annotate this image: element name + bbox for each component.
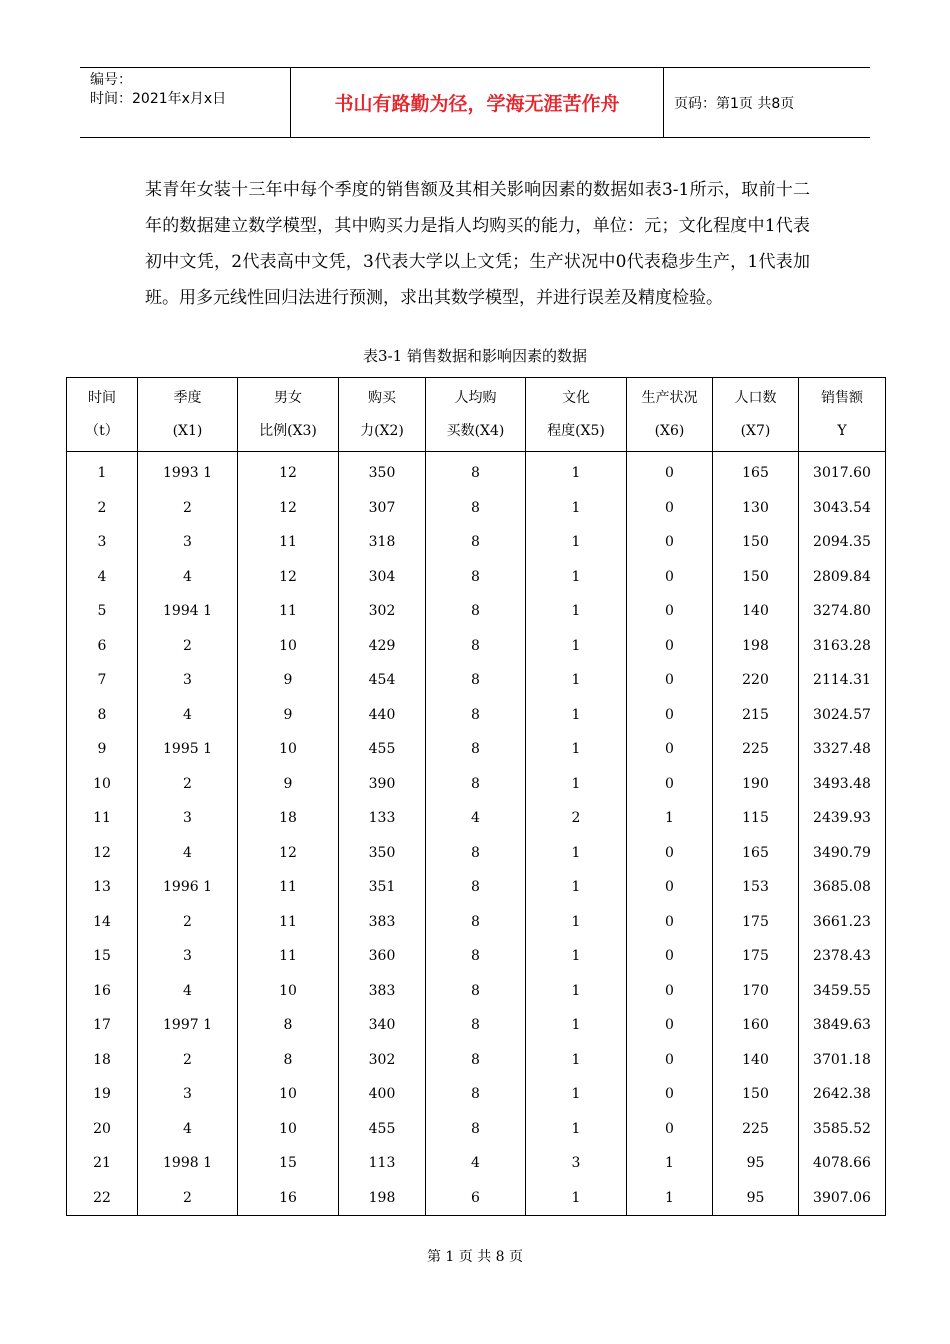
table-cell: 1 bbox=[526, 560, 627, 595]
col-header-production-status: 生产状况 (X6) bbox=[627, 378, 713, 452]
table-cell: 2 bbox=[138, 629, 238, 664]
table-cell: 18 bbox=[67, 1043, 138, 1078]
table-cell: 150 bbox=[713, 560, 799, 595]
sales-data-table bbox=[66, 377, 886, 1216]
table-cell: 383 bbox=[339, 905, 426, 940]
page-footer: 第 1 页 共 8 页 bbox=[426, 1249, 524, 1265]
table-row bbox=[67, 1077, 886, 1112]
table-cell: 0 bbox=[627, 905, 713, 940]
table-cell: 340 bbox=[339, 1008, 426, 1043]
table-cell: 10 bbox=[238, 1112, 339, 1147]
table-cell: 0 bbox=[627, 629, 713, 664]
table-cell: 11 bbox=[238, 525, 339, 560]
table-cell: 3 bbox=[67, 525, 138, 560]
table-cell: 1 bbox=[526, 698, 627, 733]
table-cell: 8 bbox=[426, 732, 526, 767]
table-cell: 160 bbox=[713, 1008, 799, 1043]
table-cell: 0 bbox=[627, 525, 713, 560]
table-cell: 350 bbox=[339, 452, 426, 491]
table-cell: 8 bbox=[426, 594, 526, 629]
table-cell: 113 bbox=[339, 1146, 426, 1181]
table-cell: 454 bbox=[339, 663, 426, 698]
table-cell: 12 bbox=[67, 836, 138, 871]
table-cell: 3585.52 bbox=[799, 1112, 886, 1147]
table-cell: 95 bbox=[713, 1146, 799, 1181]
table-row bbox=[67, 836, 886, 871]
table-cell: 8 bbox=[426, 870, 526, 905]
table-cell: 8 bbox=[426, 905, 526, 940]
table-cell: 11 bbox=[238, 905, 339, 940]
table-row bbox=[67, 560, 886, 595]
table-cell: 351 bbox=[339, 870, 426, 905]
table-cell: 8 bbox=[67, 698, 138, 733]
table-cell: 455 bbox=[339, 1112, 426, 1147]
table-cell: 9 bbox=[238, 698, 339, 733]
table-cell: 175 bbox=[713, 939, 799, 974]
intro-paragraph: 某青年女装十三年中每个季度的销售额及其相关影响因素的数据如表3-1所示，取前十二年的数据建立数学模型，其中购买力是指人均购买的能力，单位：元；文化程度中1代表初中文凭，2代表高中文凭，3代表大学以上文凭；生产状况中0代表稳步生产，1代表加班。用多元线性回归法进行预测，求出其数学模型，并进行误差及精度检验。 bbox=[145, 180, 810, 308]
table-cell: 11 bbox=[238, 939, 339, 974]
table-cell: 165 bbox=[713, 452, 799, 491]
table-cell: 3849.63 bbox=[799, 1008, 886, 1043]
table-row bbox=[67, 1181, 886, 1216]
table-cell: 8 bbox=[426, 939, 526, 974]
table-cell: 2439.93 bbox=[799, 801, 886, 836]
table-cell: 1 bbox=[627, 801, 713, 836]
table-cell: 1 bbox=[67, 452, 138, 491]
table-cell: 11 bbox=[67, 801, 138, 836]
table-cell: 2 bbox=[67, 491, 138, 526]
table-cell: 8 bbox=[426, 1077, 526, 1112]
table-cell: 14 bbox=[67, 905, 138, 940]
table-cell: 1994 1 bbox=[138, 594, 238, 629]
table-cell: 3 bbox=[526, 1146, 627, 1181]
table-cell: 8 bbox=[426, 491, 526, 526]
table-cell: 3 bbox=[138, 939, 238, 974]
table-cell: 0 bbox=[627, 1008, 713, 1043]
table-cell: 3 bbox=[138, 525, 238, 560]
table-cell: 0 bbox=[627, 560, 713, 595]
table-row bbox=[67, 870, 886, 905]
table-cell: 3024.57 bbox=[799, 698, 886, 733]
table-cell: 440 bbox=[339, 698, 426, 733]
table-cell: 1 bbox=[526, 870, 627, 905]
table-cell: 304 bbox=[339, 560, 426, 595]
table-cell: 0 bbox=[627, 1043, 713, 1078]
table-cell: 2642.38 bbox=[799, 1077, 886, 1112]
table-cell: 1998 1 bbox=[138, 1146, 238, 1181]
table-cell: 150 bbox=[713, 1077, 799, 1112]
table-row bbox=[67, 939, 886, 974]
table-row bbox=[67, 452, 886, 491]
table-cell: 4078.66 bbox=[799, 1146, 886, 1181]
table-cell: 225 bbox=[713, 732, 799, 767]
table-cell: 1996 1 bbox=[138, 870, 238, 905]
table-cell: 0 bbox=[627, 1112, 713, 1147]
table-cell: 8 bbox=[426, 974, 526, 1009]
col-header-gender-ratio: 男女 比例(X3) bbox=[238, 378, 339, 452]
table-cell: 1 bbox=[526, 732, 627, 767]
table-cell: 1 bbox=[526, 1181, 627, 1216]
table-cell: 198 bbox=[713, 629, 799, 664]
table-cell: 360 bbox=[339, 939, 426, 974]
table-cell: 1 bbox=[526, 1077, 627, 1112]
table-cell: 3685.08 bbox=[799, 870, 886, 905]
table-cell: 2 bbox=[138, 767, 238, 802]
table-cell: 175 bbox=[713, 905, 799, 940]
table-cell: 8 bbox=[426, 560, 526, 595]
table-cell: 1 bbox=[627, 1146, 713, 1181]
table-row bbox=[67, 698, 886, 733]
table-cell: 3327.48 bbox=[799, 732, 886, 767]
table-cell: 6 bbox=[67, 629, 138, 664]
table-cell: 1 bbox=[526, 491, 627, 526]
table-cell: 1 bbox=[526, 1112, 627, 1147]
table-cell: 0 bbox=[627, 491, 713, 526]
header-motto: 书山有路勤为径，学海无涯苦作舟 bbox=[291, 68, 664, 137]
table-cell: 153 bbox=[713, 870, 799, 905]
document-time-label: 时间：2021年x月x日 bbox=[90, 91, 227, 107]
table-cell: 8 bbox=[426, 836, 526, 871]
table-cell: 1 bbox=[526, 1043, 627, 1078]
table-cell: 9 bbox=[67, 732, 138, 767]
table-cell: 302 bbox=[339, 594, 426, 629]
table-cell: 10 bbox=[238, 974, 339, 1009]
table-cell: 0 bbox=[627, 836, 713, 871]
table-cell: 3661.23 bbox=[799, 905, 886, 940]
table-cell: 115 bbox=[713, 801, 799, 836]
table-cell: 16 bbox=[238, 1181, 339, 1216]
table-cell: 8 bbox=[426, 1043, 526, 1078]
table-cell: 1 bbox=[526, 594, 627, 629]
table-cell: 3163.28 bbox=[799, 629, 886, 664]
table-cell: 455 bbox=[339, 732, 426, 767]
table-cell: 140 bbox=[713, 1043, 799, 1078]
table-cell: 0 bbox=[627, 452, 713, 491]
table-cell: 383 bbox=[339, 974, 426, 1009]
table-cell: 9 bbox=[238, 767, 339, 802]
table-cell: 390 bbox=[339, 767, 426, 802]
table-cell: 12 bbox=[238, 560, 339, 595]
col-header-time: 时间 （t） bbox=[67, 378, 138, 452]
table-cell: 400 bbox=[339, 1077, 426, 1112]
table-cell: 0 bbox=[627, 870, 713, 905]
col-header-sales: 销售额 Y bbox=[799, 378, 886, 452]
table-cell: 3493.48 bbox=[799, 767, 886, 802]
table-cell: 4 bbox=[138, 1112, 238, 1147]
table-cell: 12 bbox=[238, 836, 339, 871]
table-cell: 429 bbox=[339, 629, 426, 664]
table-cell: 1993 1 bbox=[138, 452, 238, 491]
table-cell: 1 bbox=[526, 836, 627, 871]
table-cell: 2 bbox=[138, 1043, 238, 1078]
header-meta bbox=[80, 68, 291, 137]
table-cell: 10 bbox=[238, 732, 339, 767]
table-cell: 3 bbox=[138, 801, 238, 836]
table-cell: 8 bbox=[426, 452, 526, 491]
table-cell: 1997 1 bbox=[138, 1008, 238, 1043]
col-header-population: 人口数 (X7) bbox=[713, 378, 799, 452]
table-cell: 165 bbox=[713, 836, 799, 871]
table-cell: 10 bbox=[67, 767, 138, 802]
table-cell: 4 bbox=[138, 836, 238, 871]
table-cell: 8 bbox=[426, 1008, 526, 1043]
table-cell: 3459.55 bbox=[799, 974, 886, 1009]
table-cell: 1 bbox=[526, 939, 627, 974]
table-cell: 2114.31 bbox=[799, 663, 886, 698]
table-cell: 3 bbox=[138, 663, 238, 698]
table-cell: 2378.43 bbox=[799, 939, 886, 974]
table-cell: 170 bbox=[713, 974, 799, 1009]
table-cell: 1 bbox=[526, 974, 627, 1009]
table-cell: 12 bbox=[238, 452, 339, 491]
table-cell: 0 bbox=[627, 594, 713, 629]
table-cell: 220 bbox=[713, 663, 799, 698]
table-cell: 1 bbox=[526, 629, 627, 664]
table-row bbox=[67, 801, 886, 836]
table-row bbox=[67, 732, 886, 767]
table-cell: 2094.35 bbox=[799, 525, 886, 560]
table-cell: 3907.06 bbox=[799, 1181, 886, 1216]
table-cell: 350 bbox=[339, 836, 426, 871]
col-header-quarter: 季度 (X1) bbox=[138, 378, 238, 452]
table-cell: 3043.54 bbox=[799, 491, 886, 526]
table-cell: 3 bbox=[138, 1077, 238, 1112]
table-cell: 19 bbox=[67, 1077, 138, 1112]
table-cell: 18 bbox=[238, 801, 339, 836]
table-cell: 2809.84 bbox=[799, 560, 886, 595]
table-cell: 225 bbox=[713, 1112, 799, 1147]
table-cell: 95 bbox=[713, 1181, 799, 1216]
table-cell: 2 bbox=[138, 905, 238, 940]
table-cell: 190 bbox=[713, 767, 799, 802]
table-cell: 1995 1 bbox=[138, 732, 238, 767]
table-cell: 0 bbox=[627, 663, 713, 698]
table-cell: 130 bbox=[713, 491, 799, 526]
table-caption: 表3-1 销售数据和影响因素的数据 bbox=[363, 347, 587, 365]
table-cell: 307 bbox=[339, 491, 426, 526]
table-cell: 8 bbox=[426, 698, 526, 733]
table-row bbox=[67, 1008, 886, 1043]
table-cell: 4 bbox=[426, 1146, 526, 1181]
table-row bbox=[67, 594, 886, 629]
table-cell: 0 bbox=[627, 939, 713, 974]
table-row bbox=[67, 1146, 886, 1181]
table-cell: 8 bbox=[426, 525, 526, 560]
table-cell: 12 bbox=[238, 491, 339, 526]
table-row bbox=[67, 629, 886, 664]
table-row bbox=[67, 767, 886, 802]
table-cell: 4 bbox=[426, 801, 526, 836]
table-cell: 3490.79 bbox=[799, 836, 886, 871]
table-cell: 140 bbox=[713, 594, 799, 629]
table-cell: 1 bbox=[627, 1181, 713, 1216]
table-cell: 3701.18 bbox=[799, 1043, 886, 1078]
table-cell: 15 bbox=[67, 939, 138, 974]
table-cell: 1 bbox=[526, 905, 627, 940]
table-cell: 4 bbox=[138, 698, 238, 733]
table-cell: 8 bbox=[426, 767, 526, 802]
table-cell: 1 bbox=[526, 1008, 627, 1043]
table-cell: 2 bbox=[138, 491, 238, 526]
page-header bbox=[80, 67, 870, 138]
table-cell: 8 bbox=[426, 629, 526, 664]
table-row bbox=[67, 974, 886, 1009]
table-cell: 6 bbox=[426, 1181, 526, 1216]
table-cell: 318 bbox=[339, 525, 426, 560]
table-cell: 11 bbox=[238, 594, 339, 629]
table-cell: 3274.80 bbox=[799, 594, 886, 629]
table-cell: 13 bbox=[67, 870, 138, 905]
table-cell: 10 bbox=[238, 629, 339, 664]
table-cell: 9 bbox=[238, 663, 339, 698]
table-cell: 2 bbox=[526, 801, 627, 836]
table-header-row bbox=[67, 378, 886, 452]
table-cell: 17 bbox=[67, 1008, 138, 1043]
table-cell: 8 bbox=[426, 663, 526, 698]
table-cell: 215 bbox=[713, 698, 799, 733]
table-cell: 0 bbox=[627, 1077, 713, 1112]
col-header-per-capita-purchases: 人均购 买数(X4) bbox=[426, 378, 526, 452]
table-cell: 8 bbox=[426, 1112, 526, 1147]
table-cell: 3017.60 bbox=[799, 452, 886, 491]
table-cell: 8 bbox=[238, 1043, 339, 1078]
table-cell: 1 bbox=[526, 452, 627, 491]
table-cell: 7 bbox=[67, 663, 138, 698]
table-row bbox=[67, 905, 886, 940]
table-cell: 4 bbox=[67, 560, 138, 595]
table-row bbox=[67, 1112, 886, 1147]
table-cell: 11 bbox=[238, 870, 339, 905]
col-header-purchasing-power: 购买 力(X2) bbox=[339, 378, 426, 452]
table-cell: 150 bbox=[713, 525, 799, 560]
table-cell: 198 bbox=[339, 1181, 426, 1216]
table-cell: 1 bbox=[526, 767, 627, 802]
table-cell: 1 bbox=[526, 525, 627, 560]
col-header-education: 文化 程度(X5) bbox=[526, 378, 627, 452]
table-cell: 20 bbox=[67, 1112, 138, 1147]
table-cell: 8 bbox=[238, 1008, 339, 1043]
table-cell: 0 bbox=[627, 974, 713, 1009]
table-cell: 15 bbox=[238, 1146, 339, 1181]
table-cell: 0 bbox=[627, 767, 713, 802]
table-cell: 10 bbox=[238, 1077, 339, 1112]
table-cell: 16 bbox=[67, 974, 138, 1009]
table-row bbox=[67, 491, 886, 526]
table-cell: 0 bbox=[627, 698, 713, 733]
table-cell: 2 bbox=[138, 1181, 238, 1216]
table-cell: 21 bbox=[67, 1146, 138, 1181]
table-cell: 133 bbox=[339, 801, 426, 836]
table-row bbox=[67, 1043, 886, 1078]
table-cell: 22 bbox=[67, 1181, 138, 1216]
table-cell: 1 bbox=[526, 663, 627, 698]
header-page-number: 页码：第1页 共8页 bbox=[674, 95, 795, 112]
table-cell: 0 bbox=[627, 732, 713, 767]
table-cell: 4 bbox=[138, 974, 238, 1009]
table-cell: 4 bbox=[138, 560, 238, 595]
table-row bbox=[67, 663, 886, 698]
table-cell: 302 bbox=[339, 1043, 426, 1078]
table-row bbox=[67, 525, 886, 560]
table-cell: 5 bbox=[67, 594, 138, 629]
document-number-label: 编号： bbox=[90, 72, 132, 88]
